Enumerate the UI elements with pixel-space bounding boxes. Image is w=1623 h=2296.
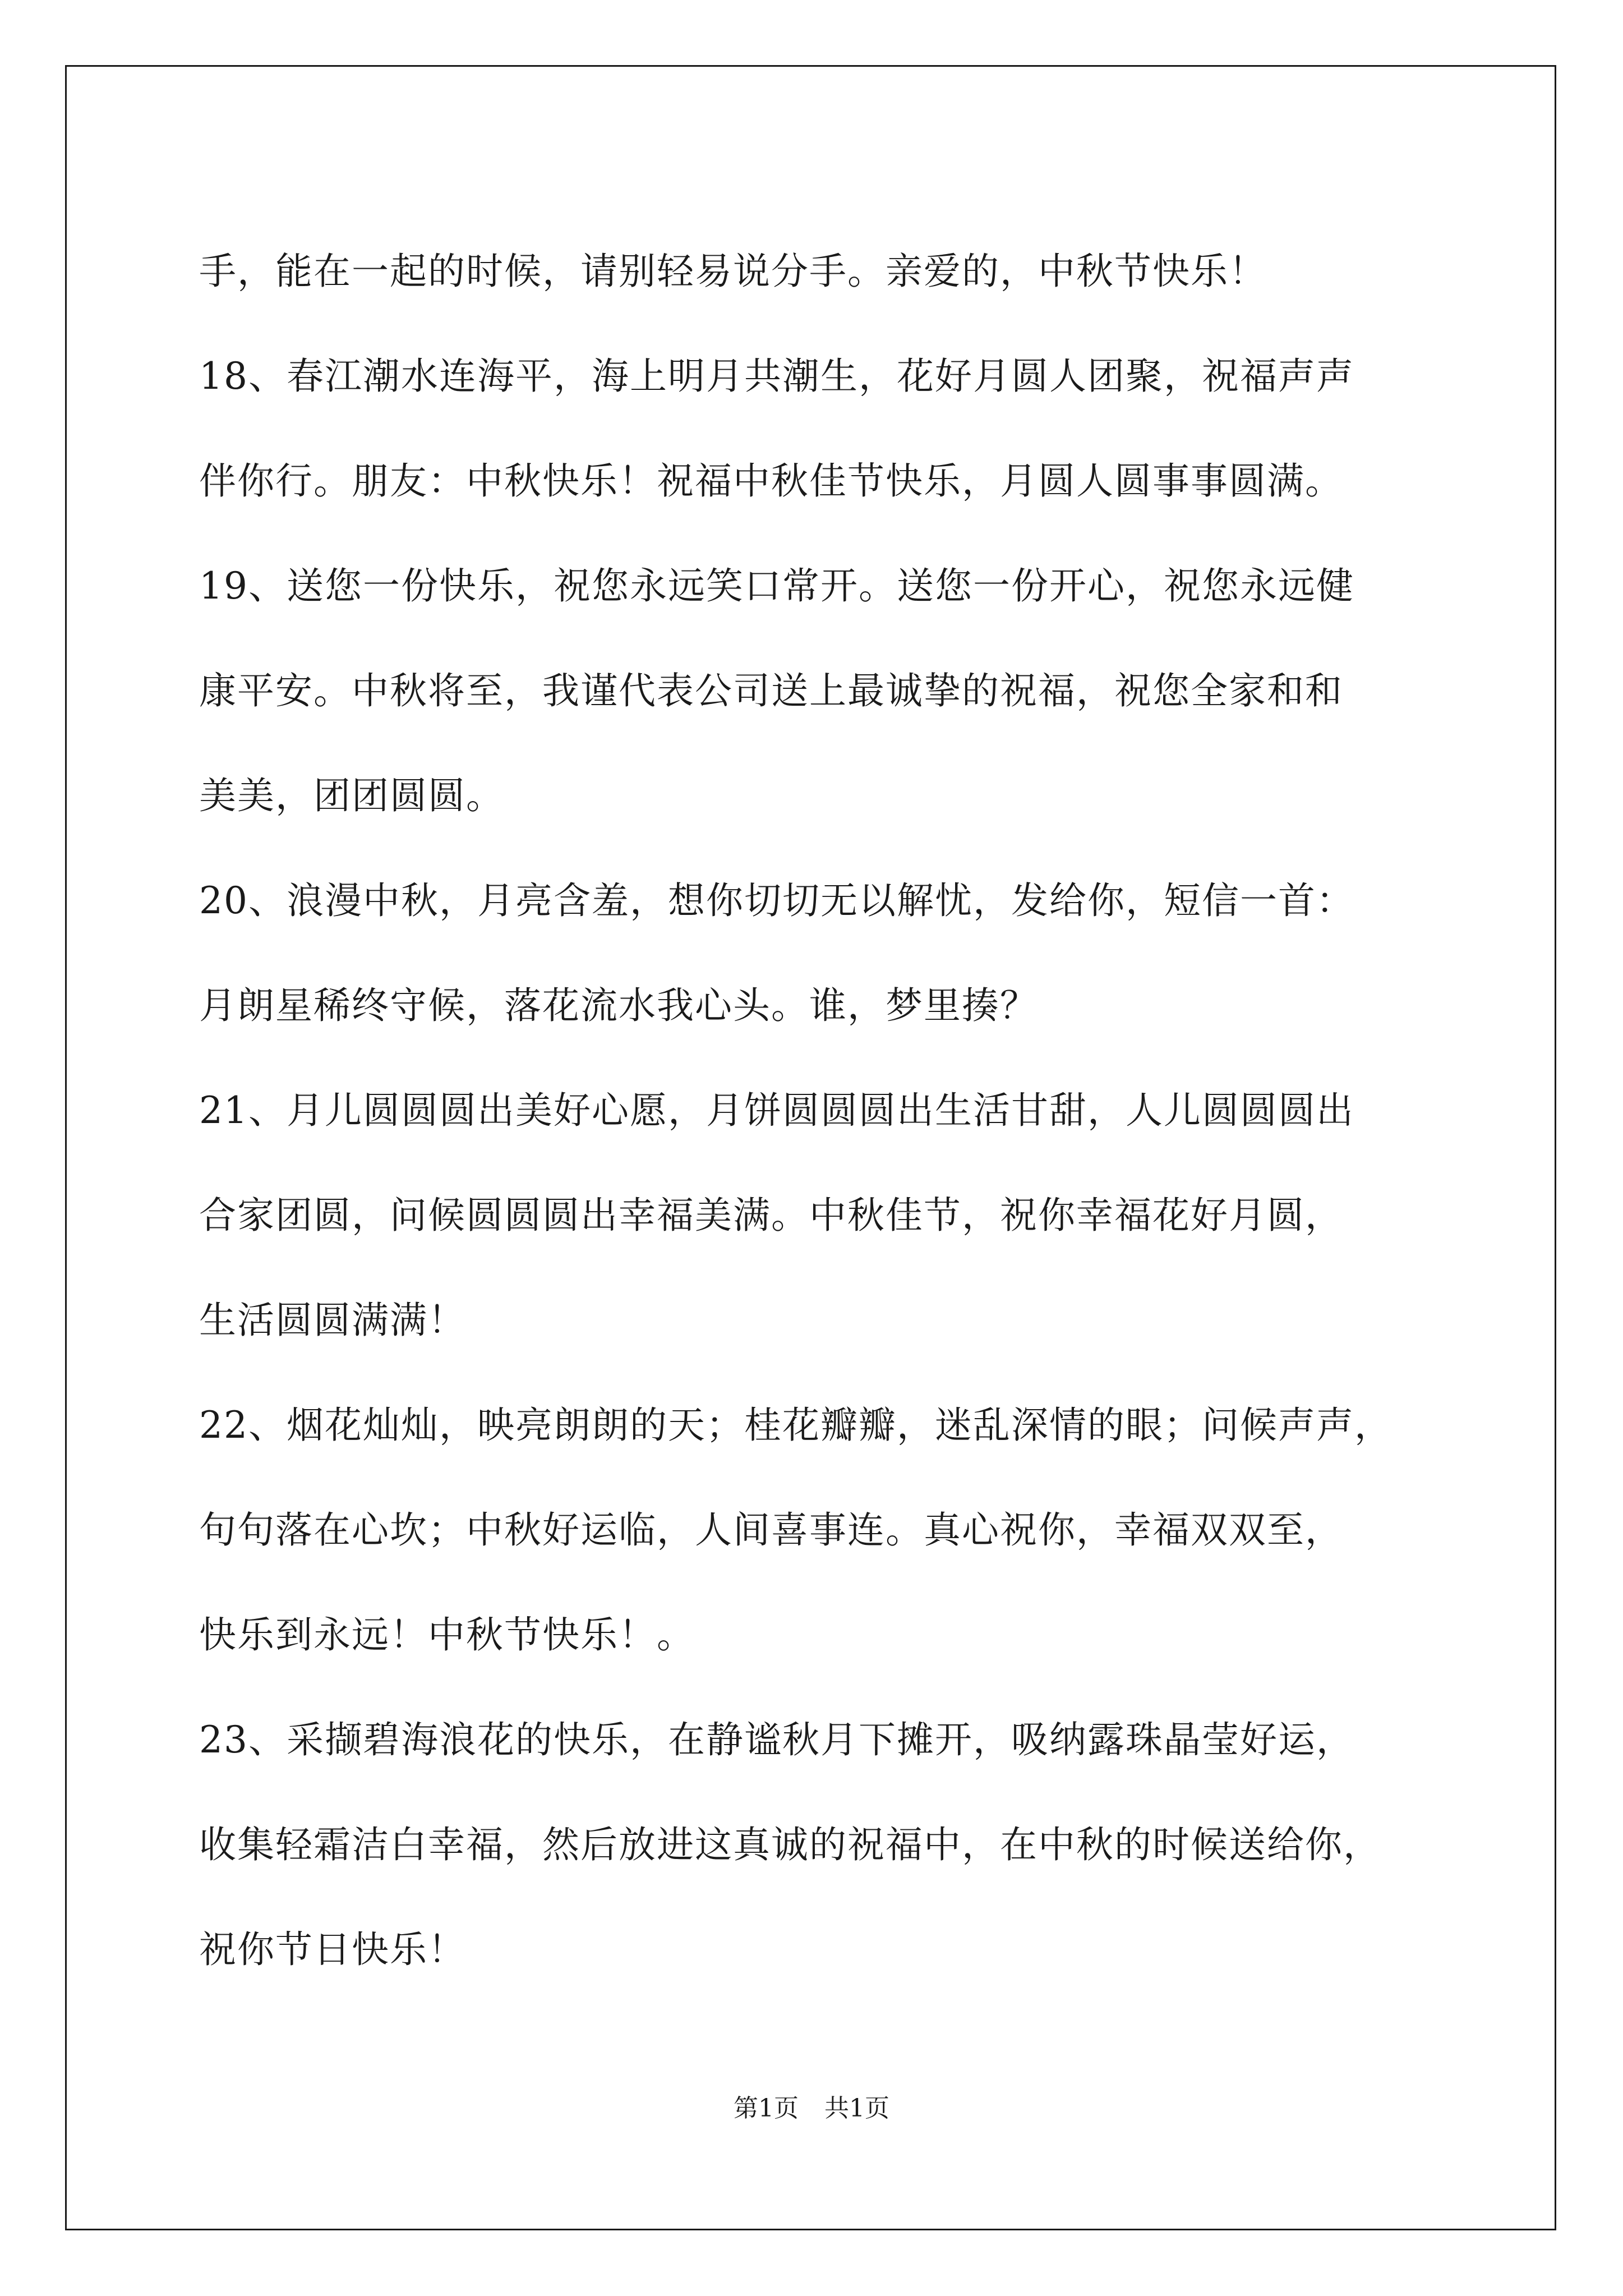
text-line: 康平安。中秋将至，我谨代表公司送上最诚挚的祝福，祝您全家和和 [199, 669, 1343, 712]
page-number: 第1页 [734, 2094, 799, 2123]
document-body [199, 219, 1433, 2002]
text-line: 20、浪漫中秋，月亮含羞，想你切切无以解忧，发给你，短信一首： [199, 879, 1354, 922]
text-line: 21、月儿圆圆圆出美好心愿，月饼圆圆圆出生活甘甜，人儿圆圆圆出 [199, 1089, 1354, 1132]
page-count: 共1页 [824, 2094, 889, 2123]
text-line: 月朗星稀终守候，落花流水我心头。谁，梦里揍？ [199, 984, 1038, 1027]
page-footer [0, 2088, 1623, 2124]
text-line: 手，能在一起的时候，请别轻易说分手。亲爱的，中秋节快乐！ [199, 250, 1267, 293]
text-line: 18、春江潮水连海平，海上明月共潮生，花好月圆人团聚，祝福声声 [199, 355, 1354, 398]
text-line: 收集轻霜洁白幸福，然后放进这真诚的祝福中，在中秋的时候送给你， [199, 1823, 1381, 1866]
text-line: 美美，团团圆圆。 [199, 774, 504, 817]
text-line: 19、送您一份快乐，祝您永远笑口常开。送您一份开心，祝您永远健 [199, 564, 1354, 608]
text-line: 祝你节日快乐！ [199, 1928, 466, 1971]
text-line: 生活圆圆满满！ [199, 1299, 466, 1342]
text-line: 伴你行。朋友：中秋快乐！祝福中秋佳节快乐，月圆人圆事事圆满。 [199, 459, 1343, 503]
text-line: 23、采撷碧海浪花的快乐，在静谧秋月下摊开，吸纳露珠晶莹好运， [199, 1718, 1354, 1761]
text-line: 快乐到永远！中秋节快乐！。 [199, 1613, 695, 1657]
text-line: 22、烟花灿灿，映亮朗朗的天；桂花瓣瓣，迷乱深情的眼；问候声声， [199, 1404, 1393, 1447]
text-line: 合家团圆，问候圆圆圆出幸福美满。中秋佳节，祝你幸福花好月圆， [199, 1194, 1343, 1237]
text-line: 句句落在心坎；中秋好运临，人间喜事连。真心祝你，幸福双双至， [199, 1508, 1343, 1552]
